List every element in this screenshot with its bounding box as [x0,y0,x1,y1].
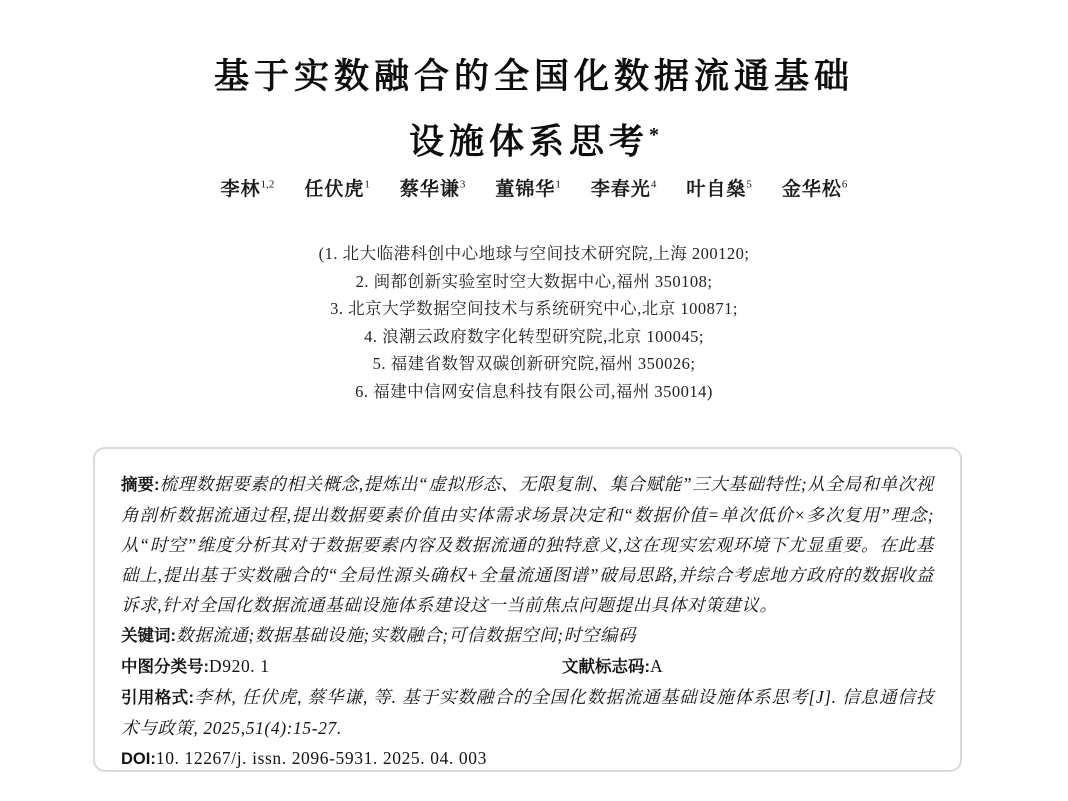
author-name: 蔡华谦$^3$ [399,178,466,200]
author-affiliation-superscript: 4 [650,178,657,191]
keywords-label: 关键词: [121,627,176,645]
author-name: 金华松$^6$ [781,178,848,200]
affiliation-line: 4. 浪潮云政府数字化转型研究院,北京 100045; [364,326,704,346]
affiliations [0,240,1068,405]
classification-line [121,651,934,682]
abstract-box [93,447,962,772]
affiliation-line: 2. 闽都创新实验室时空大数据中心,福州 350108; [355,271,713,291]
author-affiliation-superscript: 1 [364,178,370,191]
paper-title-line2 [0,106,1068,172]
author-name: 李春光$^4$ [590,178,657,200]
author-affiliation-superscript: 1,2 [260,178,275,191]
affiliation-line: 3. 北京大学数据空间技术与系统研究中心,北京 100871; [330,299,738,318]
paper-title [0,48,1068,172]
keywords-line [121,620,934,651]
author-name: 董锦华$^1$ [495,178,561,200]
citation-line [121,682,934,743]
author-name: 叶自燊$^5$ [686,178,752,200]
keywords-text: 数据流通;数据基础设施;实数融合;可信数据空间;时空编码 [176,625,637,645]
author-affiliation-superscript: 5 [746,178,752,191]
doi-line [121,743,934,774]
author-name: 李林$^{1,2}$ [220,178,275,200]
authors-row [0,174,1068,201]
abstract-label: 摘要: [121,476,160,494]
doc-code-label: 文献标志码: [562,658,650,676]
clc-field [121,651,562,682]
affiliation-line: 5. 福建省数智双碳创新研究院,福州 350026; [372,354,696,373]
doc-code-field [562,651,663,682]
doc-code-value: A [650,656,664,676]
author-name: 任伏虎$^1$ [304,178,370,200]
paper-title-line1 [0,48,1068,106]
doi-label: DOI: [121,750,156,768]
author-affiliation-superscript: 6 [841,178,848,191]
paper-title-line2-text: 设施体系思考 [408,122,649,162]
author-affiliation-superscript: 1 [555,178,561,191]
doi-value: 10. 12267/j. issn. 2096-5931. 2025. 04. 003 [155,748,487,768]
abstract-text: 梳理数据要素的相关概念,提炼出“虚拟形态、无限复制、集合赋能”三大基础特性;从全局和单次视角剖析数据流通过程,提出数据要素价值由实体需求场景决定和“数据价值=单次低价×多次复用”理念;从“时空”维度分析其对于数据要素内容及数据流通的独特意义,这在现实宏观环境下尤显重要。在此基础上,提出基于实数融合的“全局性源头确权+全量流通图谱”破局思路,并综合考虑地方政府的数据收益诉求,针对全国化数据流通基础设施体系建设这一当前焦点问题提出具体对策建议。 [121,474,934,615]
affiliation-line: (1. 北大临港科创中心地球与空间技术研究院,上海 200120; [318,244,750,263]
affiliation-line: 6. 福建中信网安信息科技有限公司,福州 350014) [355,381,713,401]
citation-text: 李林, 任伏虎, 蔡华谦, 等. 基于实数融合的全国化数据流通基础设施体系思考[J]. 信息通信技术与政策, 2025,51(4):15-27. [121,687,934,738]
clc-label: 中图分类号: [121,658,209,676]
citation-label: 引用格式: [121,689,195,707]
abstract-paragraph [121,469,934,620]
clc-value: D920. 1 [209,656,270,676]
author-affiliation-superscript: 3 [459,178,466,191]
paper-title-line1-text: 基于实数融合的全国化数据流通基础 [213,57,854,96]
title-footnote-asterisk: * [649,124,659,146]
